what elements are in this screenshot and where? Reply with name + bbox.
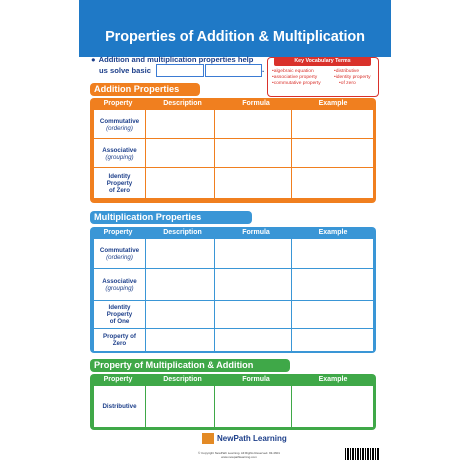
property-name: Commutative [99, 118, 140, 125]
property-name: Property of Zero [102, 333, 136, 347]
addition-section-title: Addition Properties [90, 83, 200, 96]
example-cell[interactable] [292, 329, 373, 351]
distributive-header-row [90, 375, 376, 384]
table-row [94, 301, 373, 329]
property-cell [94, 110, 146, 138]
property-cell [94, 269, 146, 300]
column-header-property: Property [103, 376, 133, 383]
bullet-icon: ● [91, 55, 96, 64]
formula-cell[interactable] [215, 139, 292, 167]
description-cell[interactable] [146, 239, 215, 268]
property-name: Associative [102, 147, 137, 154]
addition-header-row [90, 99, 376, 108]
vocab-term: • associative property [272, 75, 321, 81]
fill-in-blank-2[interactable] [205, 64, 265, 77]
column-header-example: Example [318, 376, 348, 383]
table-row [94, 168, 373, 198]
formula-cell[interactable] [215, 239, 292, 268]
table-row [94, 329, 373, 351]
fill-in-blank-1[interactable] [156, 64, 204, 77]
description-cell[interactable] [146, 329, 215, 351]
vocab-term: • algebraic equation [272, 69, 321, 75]
description-cell[interactable] [146, 110, 215, 138]
website-text: www.newpathlearning.com [221, 455, 257, 459]
multiplication-panel [90, 227, 376, 353]
vocab-term: • commutative property [272, 81, 321, 87]
vocab-title: Key Vocabulary Terms [274, 57, 371, 66]
description-cell[interactable] [146, 386, 215, 427]
property-name: Associative [102, 278, 137, 285]
column-header-example: Example [318, 100, 348, 107]
formula-cell[interactable] [215, 269, 292, 300]
property-sub: (grouping) [105, 285, 134, 292]
property-cell [94, 329, 146, 351]
property-sub: (ordering) [106, 125, 133, 132]
intro-period: . [262, 65, 265, 74]
property-cell [94, 239, 146, 268]
formula-cell[interactable] [215, 301, 292, 328]
column-header-formula: Formula [242, 229, 270, 236]
addition-panel [90, 98, 376, 203]
property-name: Identity Property of Zero [106, 173, 133, 194]
addition-table [93, 109, 374, 199]
example-cell[interactable] [292, 168, 373, 198]
intro-line-2: us solve basic [99, 65, 151, 75]
table-row [94, 269, 373, 301]
formula-cell[interactable] [215, 386, 292, 427]
property-cell [94, 301, 146, 328]
formula-cell[interactable] [215, 329, 292, 351]
column-header-property: Property [103, 229, 133, 236]
property-name: Identity Property of One [106, 304, 133, 325]
description-cell[interactable] [146, 139, 215, 167]
distributive-table [93, 385, 374, 428]
header-banner [79, 0, 391, 57]
property-cell [94, 139, 146, 167]
vocab-box [267, 57, 379, 97]
example-cell[interactable] [292, 110, 373, 138]
page-title: Properties of Addition & Multiplication [105, 29, 365, 45]
logo-icon [202, 433, 214, 444]
column-header-example: Example [318, 229, 348, 236]
description-cell[interactable] [146, 301, 215, 328]
column-header-description: Description [163, 100, 202, 107]
property-sub: (grouping) [105, 154, 134, 161]
column-header-formula: Formula [242, 100, 270, 107]
description-cell[interactable] [146, 269, 215, 300]
vocab-term: • distributive [334, 69, 371, 75]
table-row [94, 110, 373, 139]
description-cell[interactable] [146, 168, 215, 198]
column-header-property: Property [103, 100, 133, 107]
copyright-text: © Copyright NewPath Learning. All Rights Reserved. 93-4601 [198, 451, 280, 455]
column-header-formula: Formula [242, 376, 270, 383]
formula-cell[interactable] [215, 110, 292, 138]
property-name: Distributive [102, 403, 137, 410]
poster [79, 0, 391, 470]
property-name: Commutative [99, 247, 140, 254]
property-cell [94, 386, 146, 427]
table-row [94, 139, 373, 168]
formula-cell[interactable] [215, 168, 292, 198]
barcode-icon [345, 448, 379, 460]
vocab-term: • identity property [334, 75, 371, 81]
example-cell[interactable] [292, 386, 373, 427]
property-cell [94, 168, 146, 198]
example-cell[interactable] [292, 139, 373, 167]
table-row [94, 239, 373, 269]
column-header-description: Description [163, 229, 202, 236]
column-header-description: Description [163, 376, 202, 383]
multiplication-section-title: Multiplication Properties [90, 211, 252, 224]
distributive-section-title: Property of Multiplication & Addition [90, 359, 290, 372]
multiplication-table [93, 238, 374, 352]
example-cell[interactable] [292, 301, 373, 328]
distributive-panel [90, 374, 376, 430]
publisher-logo-text: NewPath Learning [217, 434, 287, 443]
vocab-column-2 [334, 69, 371, 87]
multiplication-header-row [90, 228, 376, 237]
vocab-column-1 [272, 69, 321, 87]
example-cell[interactable] [292, 239, 373, 268]
example-cell[interactable] [292, 269, 373, 300]
intro-line-1: Addition and multiplication properties help [98, 55, 254, 64]
vocab-term: • of zero [334, 81, 371, 87]
property-sub: (ordering) [106, 254, 133, 261]
table-row [94, 386, 373, 427]
